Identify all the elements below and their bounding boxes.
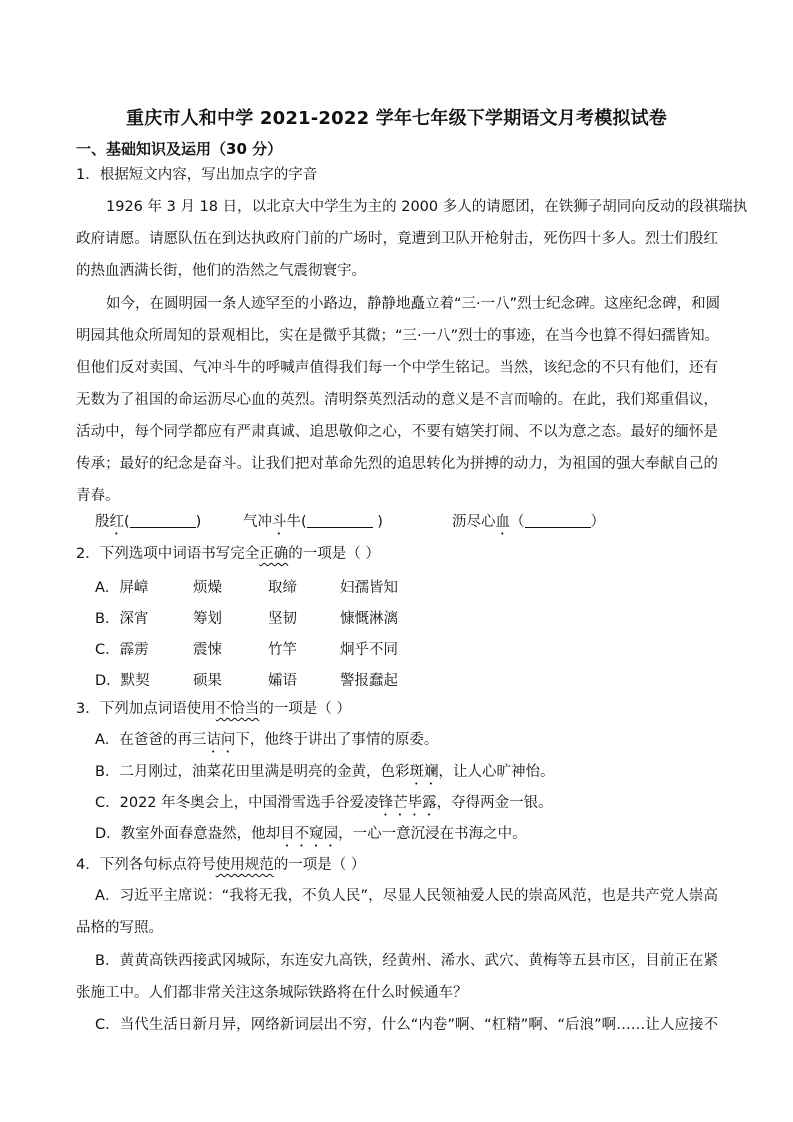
answer-blank[interactable] bbox=[307, 513, 373, 528]
stem-text: 4．下列各句标点符号 bbox=[76, 857, 216, 873]
option-text: A．在爸爸的再三 bbox=[95, 732, 207, 748]
paren-open: ( bbox=[301, 514, 307, 530]
section-heading: 一、基础知识及运用（30 分） bbox=[76, 140, 283, 158]
q3-option[interactable] bbox=[95, 824, 527, 850]
dotted-phrase: 锋芒毕露 bbox=[378, 795, 437, 811]
dotted-phrase: 目不窥园 bbox=[280, 826, 339, 842]
q3-option[interactable] bbox=[95, 730, 438, 756]
dotted-phrase: 诘问 bbox=[206, 732, 236, 748]
stem-text: 的一项是（ ） bbox=[259, 701, 351, 717]
q3-option[interactable] bbox=[95, 762, 554, 788]
option-cell: 坚韧 bbox=[268, 611, 297, 627]
stem-text: 的一项是（ ） bbox=[273, 857, 366, 873]
q1-answer-blank bbox=[95, 512, 201, 538]
stem-text: 的一项是（ ） bbox=[288, 546, 380, 562]
dotted-char: 血 bbox=[495, 514, 510, 530]
wavy-emphasis: 不恰当 bbox=[215, 701, 260, 717]
question-2-stem bbox=[76, 544, 380, 564]
q1-p2-line: 无数为了祖国的命运沥尽心血的英烈。清明祭英烈活动的意义是不言而喻的。在此，我们郑重倡议， bbox=[76, 392, 718, 408]
q1-p2-line: 明园其他众所周知的景观相比，实在是微乎其微；“三·一八”烈士的事迹，在当今也算不得妇孺皆知。 bbox=[76, 328, 720, 344]
stem-text: 2．下列选项中词语书写完全 bbox=[76, 546, 260, 562]
q4-option-a[interactable]: A．习近平主席说：“我将无我，不负人民”，尽显人民领袖爱人民的崇高风范，也是共产党人崇高 bbox=[95, 888, 718, 904]
wavy-emphasis: 使用规范 bbox=[215, 857, 274, 873]
q1-p2-line: 但他们反对卖国、气冲斗牛的呼喊声值得我们每一个中学生铭记。当然，该纪念的不只有他们，还有 bbox=[76, 360, 718, 376]
q1-p1-line: 政府请愿。请愿队伍在到达执政府门前的广场时，竟遭到卫队开枪射击，死伤四十多人。烈士们殷红 bbox=[76, 231, 718, 247]
blank-word-prefix: 沥尽心 bbox=[452, 514, 496, 530]
option-cell: D．默契 bbox=[95, 673, 150, 689]
option-text: D．教室外面春意盎然，他却 bbox=[95, 826, 281, 842]
q1-p2-line: 如今，在圆明园一条人迹罕至的小路边，静静地矗立着“三·一八”烈士纪念碑。这座纪念碑，和圆 bbox=[106, 296, 721, 312]
option-cell: 硕果 bbox=[193, 673, 222, 689]
q1-answer-blank bbox=[452, 512, 605, 538]
q4-option-b-cont: 张施工中。人们都非常关注这条城际铁路将在什么时候通车？ bbox=[76, 985, 468, 1001]
paren-close: ) bbox=[372, 514, 383, 530]
paren-open: （ bbox=[510, 514, 525, 530]
paren-close: ） bbox=[590, 514, 605, 530]
q1-answer-blank bbox=[243, 512, 383, 538]
dotted-phrase: 斑斓 bbox=[409, 764, 439, 780]
option-text: 下，他终于讲出了事情的原委。 bbox=[235, 732, 439, 748]
page-title: 重庆市人和中学 2021-2022 学年七年级下学期语文月考模拟试卷 bbox=[126, 108, 667, 129]
option-cell: A．屏嶂 bbox=[95, 580, 149, 596]
option-cell: 震悚 bbox=[193, 642, 222, 658]
question-1-stem: 1．根据短文内容，写出加点字的字音 bbox=[76, 167, 318, 183]
option-text: ，夺得两金一银。 bbox=[436, 795, 553, 811]
option-text: B．二月刚过，油菜花田里满是明亮的金黄，色彩 bbox=[95, 764, 410, 780]
option-cell: 炯乎不同 bbox=[340, 642, 398, 658]
blank-word-suffix: 牛 bbox=[286, 514, 301, 530]
option-cell: 取缔 bbox=[268, 580, 297, 596]
q1-p2-line: 传承；最好的纪念是奋斗。让我们把对革命先烈的追思转化为拼搏的动力，为祖国的强大奉献自己的 bbox=[76, 456, 718, 472]
q1-p1-line: 的热血洒满长街，他们的浩然之气震彻寰宇。 bbox=[76, 263, 366, 279]
answer-blank[interactable] bbox=[525, 513, 591, 528]
option-text: ，让人心旷神怡。 bbox=[438, 764, 555, 780]
option-cell: C．霹雳 bbox=[95, 642, 149, 658]
q4-option-b[interactable]: B．黄黄高铁西接武冈城际，东连安九高铁，经黄州、浠水、武穴、黄梅等五县市区，目前正在紧 bbox=[95, 953, 718, 969]
q3-option[interactable] bbox=[95, 793, 553, 819]
option-text: C．2022 年冬奥会上，中国滑雪选手谷爱凌 bbox=[95, 795, 379, 811]
paren-close: ) bbox=[195, 514, 202, 530]
wavy-emphasis: 正确 bbox=[259, 546, 289, 562]
q4-option-c[interactable]: C．当代生活日新月异，网络新词层出不穷，什么“内卷”啊、“杠精”啊、“后浪”啊……让人应接不 bbox=[95, 1017, 718, 1033]
blank-word-prefix: 气冲 bbox=[243, 514, 272, 530]
option-cell: 孀语 bbox=[268, 673, 297, 689]
question-3-stem bbox=[76, 699, 351, 719]
dotted-char: 斗 bbox=[272, 514, 287, 530]
answer-blank[interactable] bbox=[130, 513, 196, 528]
option-cell: 筹划 bbox=[193, 611, 222, 627]
option-cell: 慷慨淋漓 bbox=[340, 611, 398, 627]
stem-text: 3．下列加点词语使用 bbox=[76, 701, 216, 717]
option-cell: 妇孺皆知 bbox=[340, 580, 398, 596]
dotted-char: 红 bbox=[109, 514, 124, 530]
option-cell: 警报蠢起 bbox=[340, 673, 398, 689]
option-cell: B．深宵 bbox=[95, 611, 149, 627]
q1-p1-line: 1926 年 3 月 18 日，以北京大中学生为主的 2000 多人的请愿团，在铁狮子胡同向反动的段祺瑞执 bbox=[106, 199, 748, 215]
q4-option-a-cont: 品格的写照。 bbox=[76, 920, 163, 936]
q1-p2-line: 活动中，每个同学都应有严肃真诚、追思敬仰之心，不要有嬉笑打闹、不以为意之态。最好的缅怀是 bbox=[76, 424, 718, 440]
option-text: ，一心一意沉浸在书海之中。 bbox=[338, 826, 527, 842]
option-cell: 烦燥 bbox=[193, 580, 222, 596]
blank-word-prefix: 殷 bbox=[95, 514, 110, 530]
question-4-stem bbox=[76, 855, 365, 875]
q1-p2-line: 青春。 bbox=[76, 488, 120, 504]
paren-open: ( bbox=[124, 514, 130, 530]
option-cell: 竹竿 bbox=[268, 642, 297, 658]
